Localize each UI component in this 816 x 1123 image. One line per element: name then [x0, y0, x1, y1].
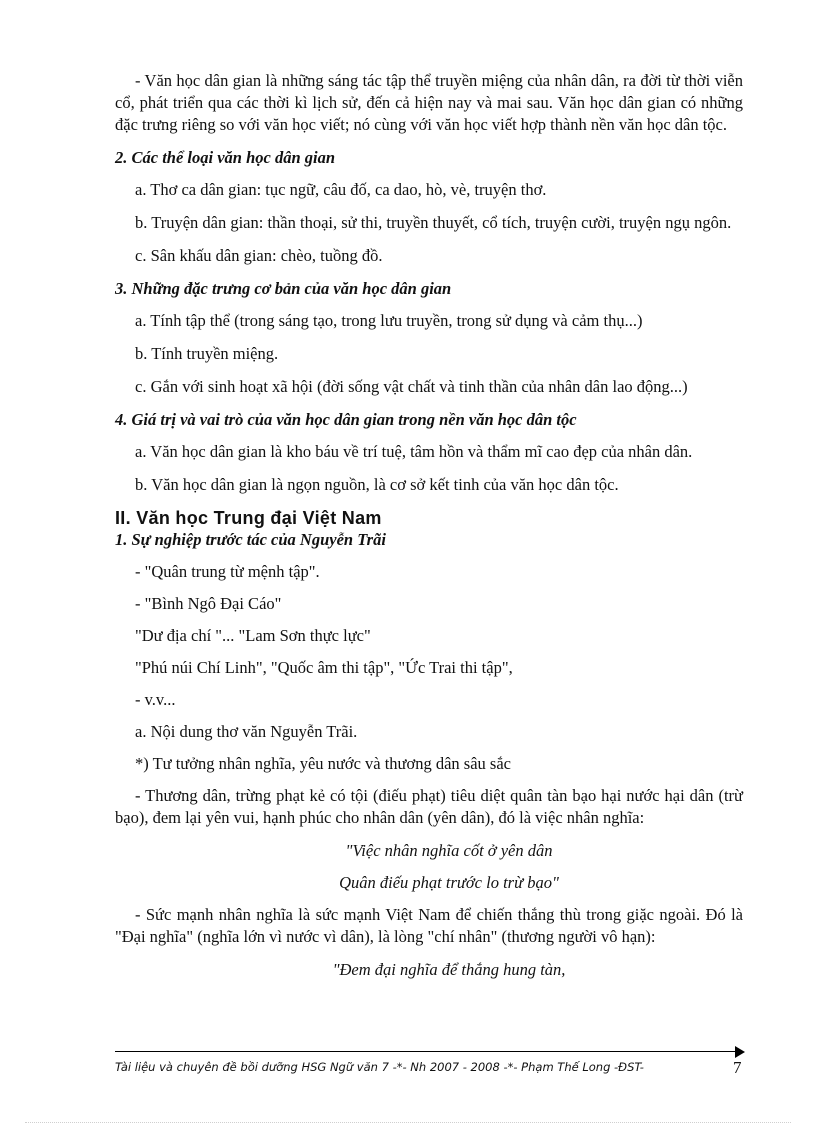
paragraph-content-heading: a. Nội dung thơ văn Nguyễn Trãi. [135, 722, 358, 741]
quote-line-1: "Việc nhân nghĩa cốt ở yên dân [345, 841, 553, 860]
paragraph-love-people: - Thương dân, trừng phạt kẻ có tội (điếu phạt) tiêu diệt quân tàn bạo hại nước hại dân (trừ bạo), đem lại yên vui, hạnh phúc cho nhân dân (yên dân), đó là việc nhân nghĩa: [115, 786, 743, 827]
paragraph-genre-b: b. Truyện dân gian: thần thoại, sử thi, truyền thuyết, cổ tích, truyện cười, truyện ngụ ngôn. [135, 213, 732, 232]
section-heading-medieval: II. Văn học Trung đại Việt Nam [115, 508, 382, 528]
paragraph-characteristic-c: c. Gắn với sinh hoạt xã hội (đời sống vật chất và tinh thần của nhân dân lao động...) [135, 377, 688, 396]
paragraph-value-a: a. Văn học dân gian là kho báu về trí tuệ, tâm hồn và thẩm mĩ cao đẹp của nhân dân. [135, 442, 693, 461]
quote-line-2: Quân điếu phạt trước lo trừ bạo" [339, 873, 559, 892]
works-item-3: "Dư địa chí "... "Lam Sơn thực lực" [135, 626, 371, 645]
works-item-2: - "Bình Ngô Đại Cáo" [135, 594, 282, 613]
page-footer [115, 1045, 747, 1085]
paragraph-genre-c: c. Sân khấu dân gian: chèo, tuồng đồ. [135, 246, 383, 265]
paragraph-value-b: b. Văn học dân gian là ngọn nguồn, là cơ sở kết tinh của văn học dân tộc. [135, 475, 619, 494]
heading-nguyen-trai-works: 1. Sự nghiệp trước tác của Nguyễn Trãi [115, 530, 386, 549]
works-item-5: - v.v... [135, 690, 176, 709]
footer-rule [115, 1051, 737, 1052]
works-item-4: "Phú núi Chí Linh", "Quốc âm thi tập", "Ức Trai thi tập", [135, 658, 513, 677]
paragraph-definition: - Văn học dân gian là những sáng tác tập thể truyền miệng của nhân dân, ra đời từ thời viễn cổ, phát triển qua các thời kì lịch sử, đến cả hiện nay và mai sau. Văn học dân gian có những đặc trưng riêng so với văn học viết; nó cùng với văn học viết hợp thành nền văn học dân tộc. [115, 71, 743, 134]
page-number: 7 [733, 1058, 742, 1077]
works-item-1: - "Quân trung từ mệnh tập". [135, 562, 320, 581]
paragraph-humanity-thought: *) Tư tưởng nhân nghĩa, yêu nước và thương dân sâu sắc [135, 754, 511, 773]
page-body [115, 70, 743, 991]
paragraph-characteristic-a: a. Tính tập thể (trong sáng tạo, trong lưu truyền, trong sử dụng và cảm thụ...) [135, 311, 643, 330]
paragraph-characteristic-b: b. Tính truyền miệng. [135, 344, 279, 363]
heading-characteristics: 3. Những đặc trưng cơ bản của văn học dân gian [115, 279, 452, 298]
quote-line-3: "Đem đại nghĩa để thắng hung tàn, [332, 960, 566, 979]
heading-genres: 2. Các thể loại văn học dân gian [115, 148, 336, 167]
paragraph-genre-a: a. Thơ ca dân gian: tục ngữ, câu đố, ca dao, hò, vè, truyện thơ. [135, 180, 547, 199]
heading-value-role: 4. Giá trị và vai trò của văn học dân gian trong nền văn học dân tộc [115, 410, 577, 429]
paragraph-strength: - Sức mạnh nhân nghĩa là sức mạnh Việt Nam để chiến thắng thù trong giặc ngoài. Đó là "Đại nghĩa" (nghĩa lớn vì nước vì dân), là lòng "chí nhân" (thương người vô hạn): [115, 905, 743, 946]
footer-arrow-icon [735, 1046, 745, 1058]
footer-text: Tài liệu và chuyên đề bồi dưỡng HSG Ngữ văn 7 -*- Nh 2007 - 2008 -*- Phạm Thế Long -ĐST- [115, 1060, 644, 1074]
